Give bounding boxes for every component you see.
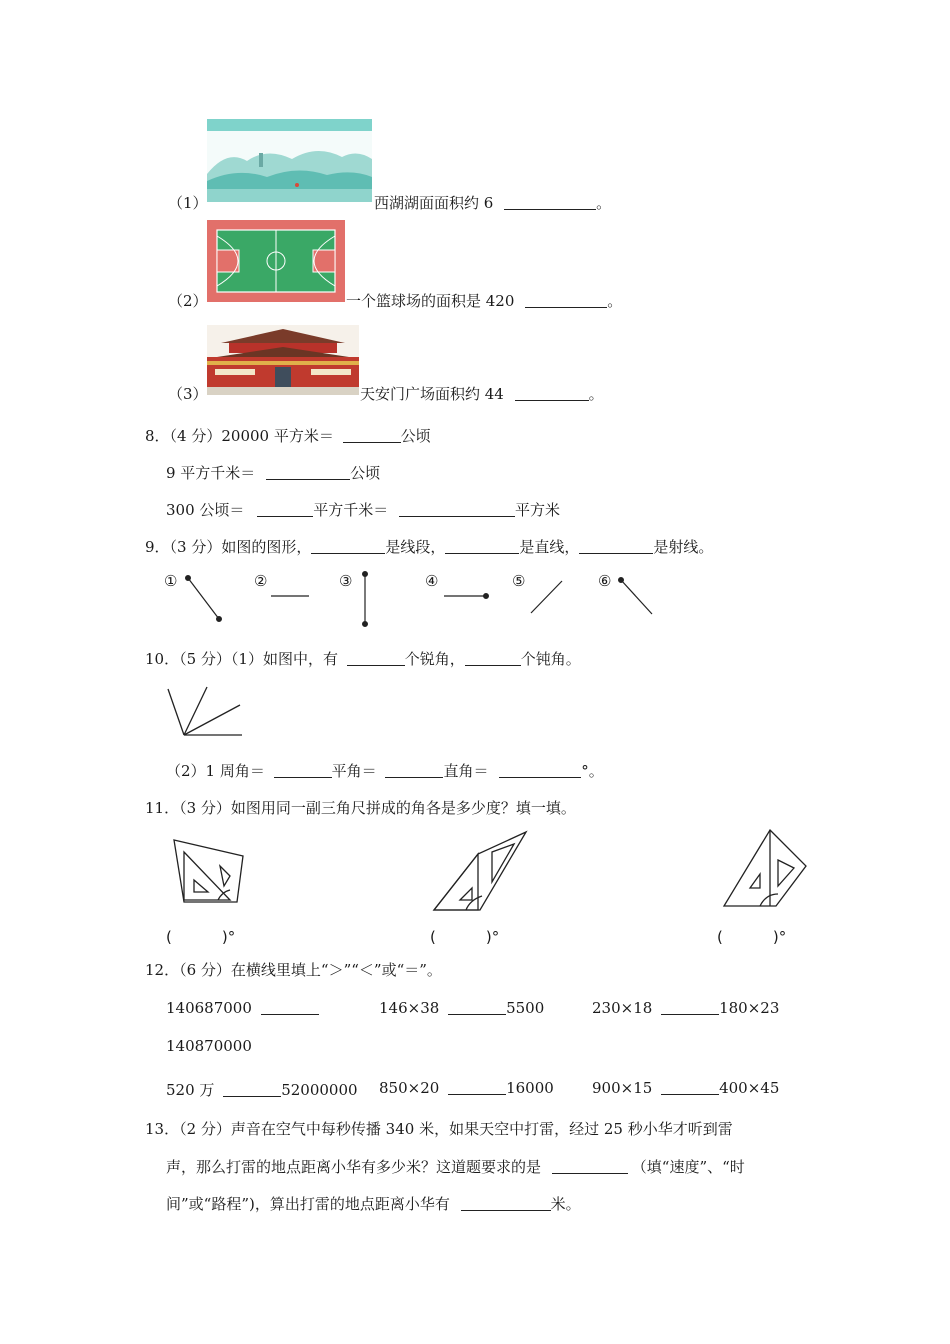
q8-line2-unit: 公顷 — [350, 464, 381, 482]
ray-figure-4 — [444, 594, 488, 599]
q10-line2-b: 直角＝ — [443, 762, 489, 780]
west-lake-image — [207, 119, 372, 202]
q10-angle-figure — [160, 682, 260, 742]
q10-blank4[interactable] — [385, 762, 443, 778]
q8-head: 8．（4 分）20000 平方米＝ — [145, 427, 334, 445]
q7-item3-blank[interactable] — [515, 385, 589, 401]
q7-item2-text — [346, 290, 622, 311]
q10-t1: 个锐角， — [404, 650, 465, 668]
triangle-ruler-figure-2 — [430, 830, 530, 914]
q10-line2 — [166, 760, 604, 781]
q12-r1c1-cont: 140870000 — [166, 1037, 252, 1055]
q7-item2-number: （2） — [168, 292, 208, 310]
q11-answer1[interactable]: ( )° — [166, 928, 236, 946]
q7-item2-blank[interactable] — [525, 292, 607, 308]
q8-line3-pre: 300 公顷＝ — [166, 501, 245, 519]
q7-item1-label: 西湖湖面面积约 6 — [374, 194, 494, 212]
q10-blank1[interactable] — [347, 650, 405, 666]
q7-item1-blank[interactable] — [504, 194, 596, 210]
segment-figure-1 — [186, 576, 222, 622]
q10-line2-pre: （2）1 周角＝ — [166, 762, 265, 780]
q10-blank3[interactable] — [274, 762, 332, 778]
q8-line3-unit: 平方米 — [514, 501, 560, 519]
q12-r1c3: 230×18 180×23 — [592, 999, 780, 1017]
triangle-ruler-figure-1 — [170, 834, 250, 916]
q12-blank6[interactable] — [661, 1079, 719, 1095]
q12-blank1[interactable] — [261, 999, 319, 1015]
q9-blank2[interactable] — [445, 538, 519, 554]
line-figure-5 — [531, 581, 562, 613]
q12-head: 12．（6 分）在横线里填上“＞”“＜”或“＝”。 — [145, 961, 442, 979]
q12-blank4[interactable] — [223, 1081, 281, 1097]
q10-t2: 个钝角。 — [520, 650, 581, 668]
q8-blank4[interactable] — [399, 501, 515, 517]
q9-figure1-label: ① — [164, 572, 178, 590]
q7-item3-text — [360, 383, 604, 404]
q9-line1 — [145, 536, 713, 557]
basketball-court-icon — [207, 220, 345, 302]
q9-figure4-label: ④ — [425, 572, 439, 590]
q9-blank3[interactable] — [579, 538, 653, 554]
q8-line1 — [145, 425, 431, 446]
q10-blank5[interactable] — [499, 762, 581, 778]
q9-figure2-label: ② — [254, 572, 268, 590]
q7-item1-number: （1） — [168, 194, 208, 212]
q8-line3-mid: 平方千米＝ — [313, 501, 389, 519]
q9-t3: 是射线。 — [653, 538, 714, 556]
q8-blank1[interactable] — [343, 427, 401, 443]
q8-line3 — [166, 499, 560, 520]
q7-item3-label: 天安门广场面积约 44 — [360, 385, 504, 403]
q13-blank2[interactable] — [461, 1195, 551, 1211]
q9-head: 9．（3 分）如图的图形， — [145, 538, 312, 556]
q9-figure6-label: ⑥ — [598, 572, 612, 590]
q12-r1c1: 140687000 — [166, 999, 319, 1017]
q12-r2c1: 520 万 52000000 — [166, 1081, 358, 1099]
q13-line3: 间”或“路程”)，算出打雷的地点距离小华有 米。 — [166, 1195, 581, 1213]
q8-unit1: 公顷 — [400, 427, 431, 445]
q10-line1 — [145, 648, 581, 669]
q13-line2: 声，那么打雷的地点距离小华有多少米？这道题要求的是 （填“速度”、“时 — [166, 1158, 745, 1176]
basketball-court-image — [207, 220, 345, 302]
q7-item3-number: （3） — [168, 385, 208, 403]
q7-item3-end: 。 — [588, 385, 604, 403]
q9-line-figures — [0, 560, 950, 640]
q12-blank2[interactable] — [448, 999, 506, 1015]
triangle-ruler-figure-3 — [720, 828, 810, 910]
q8-line2 — [166, 462, 380, 483]
q12-r2c2: 850×20 16000 — [379, 1079, 554, 1097]
q9-t2: 是直线， — [519, 538, 580, 556]
q8-line2-pre: 9 平方千米＝ — [166, 464, 256, 482]
q7-item1-text — [374, 192, 611, 213]
q12-r1c2: 146×38 5500 — [379, 999, 545, 1017]
q8-blank3[interactable] — [257, 501, 313, 517]
segment-figure-3 — [363, 572, 368, 627]
q10-line2-end: °。 — [581, 762, 604, 780]
q9-t1: 是线段， — [385, 538, 446, 556]
west-lake-landscape-icon — [207, 119, 372, 202]
q9-figure3-label: ③ — [339, 572, 353, 590]
q9-blank1[interactable] — [311, 538, 385, 554]
q7-item2-label: 一个篮球场的面积是 420 — [346, 292, 515, 310]
q9-figure5-label: ⑤ — [512, 572, 526, 590]
q10-blank2[interactable] — [465, 650, 521, 666]
q13-line1: 13．（2 分）声音在空气中每秒传播 340 米，如果天空中打雷，经过 25 秒小华才听到雷 — [145, 1120, 733, 1138]
q7-item2-end: 。 — [607, 292, 623, 310]
q11-answer3[interactable]: ( )° — [717, 928, 787, 946]
q12-blank5[interactable] — [448, 1079, 506, 1095]
tiananmen-gate-icon — [207, 325, 359, 395]
tiananmen-image — [207, 325, 359, 395]
q11-head: 11．（3 分）如图用同一副三角尺拼成的角各是多少度？填一填。 — [145, 799, 576, 817]
q13-blank1[interactable] — [552, 1158, 628, 1174]
ray-figure-6 — [619, 578, 652, 614]
q12-r2c3: 900×15 400×45 — [592, 1079, 780, 1097]
q7-item1-end: 。 — [596, 194, 612, 212]
q12-blank3[interactable] — [661, 999, 719, 1015]
q10-line2-a: 平角＝ — [331, 762, 377, 780]
q11-answer2[interactable]: ( )° — [430, 928, 500, 946]
q10-head: 10．（5 分）（1）如图中，有 — [145, 650, 338, 668]
q8-blank2[interactable] — [266, 464, 350, 480]
